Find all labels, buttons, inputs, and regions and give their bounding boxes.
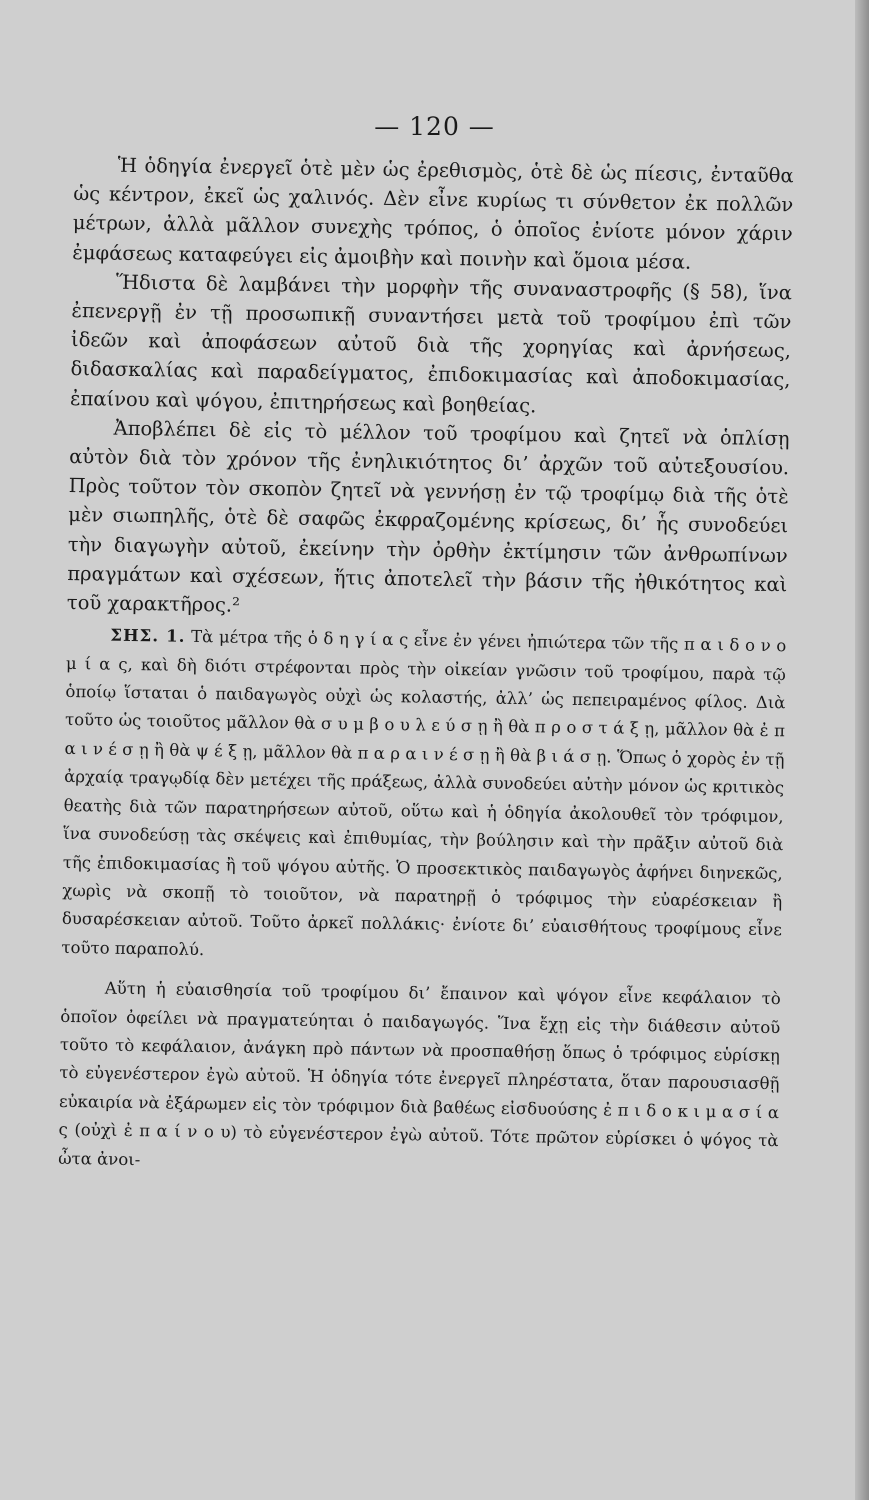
note-paragraph-2: Αὕτη ἡ εὐαισθησία τοῦ τροφίμου δι’ ἔπαινον καὶ ψόγον εἶνε κεφάλαιον τὸ ὁποῖον ὀφείλει νὰ πραγματεύηται ὁ παιδαγωγός. Ἵνα ἔχῃ εἰς τὴν διάθεσιν αὐτοῦ τοῦτο τὸ κεφάλαιον, ἀνάγκη πρὸ πάντων νὰ προσπαθήσῃ ὅπως ὁ τρόφιμος εὑρίσκῃ τὸ εὐγενέστερον ἐγὼ αὐτοῦ. Ἡ ὁδηγία τότε ἐνεργεῖ πληρέστατα, ὅταν παρουσιασθῇ εὐκαιρία νὰ ἐξάρωμεν εἰς τὸν τρόφιμον διὰ βαθέως εἰσδυούσης ἐ π ι δ ο κ ι μ α σ ί α ς (οὐχὶ ἐ π α ί ν ο υ) τὸ εὐγενέστερον ἐγὼ αὐτοῦ. Τότε πρῶτον εὑρίσκει ὁ ψόγος τὰ ὦτα ἀνοι- [58,978,781,1169]
paragraph-3: Ἀποβλέπει δὲ εἰς τὸ μέλλον τοῦ τροφίμου καὶ ζητεῖ νὰ ὁπλίσῃ αὐτὸν διὰ τὸν χρόνον τῆς ἐνηλικιότητος δι’ ἀρχῶν τοῦ αὐτεξουσίου. Πρὸς τοῦτον τὸν σκοπὸν ζητεῖ νὰ γεννήσῃ ἐν τῷ τροφίμῳ διὰ τῆς ὁτὲ μὲν σιωπηλῆς, ὁτὲ δὲ σαφῶς ἐκφραζομένης κρίσεως, δι’ ἧς συνοδεύει τὴν διαγωγὴν αὐτοῦ, ἐκείνην τὴν ὀρθὴν ἐκτίμησιν τῶν ἀνθρωπίνων πραγμάτων καὶ σχέσεων, ἥτις ἀποτελεῖ τὴν βάσιν τῆς ἠθικότητος καὶ τοῦ χαρακτῆρος.² [66,416,790,617]
page-number: — 120 — [374,112,495,141]
paragraph-1: Ἡ ὁδηγία ἐνεργεῖ ὁτὲ μὲν ὡς ἐρεθισμὸς, ὁτὲ δὲ ὡς πίεσις, ἐνταῦθα ὡς κέντρον, ἐκεῖ ὡς χαλινός. Δὲν εἶνε κυρίως τι σύνθετον ἐκ πολλῶν μέτρων, ἀλλὰ μᾶλλον συνεχὴς τρόπος, ὁ ὁποῖος ἐνίοτε μόνον χάριν ἐμφάσεως καταφεύγει εἰς ἀμοιβὴν καὶ ποινὴν καὶ ὅμοια μέσα. [72,153,794,274]
main-text-block [58,150,794,1184]
note-paragraph-1 [61,621,786,973]
note-paragraph-1-text: Τὰ μέτρα τῆς ὁ δ η γ ί α ς εἶνε ἐν γένει ἠπιώτερα τῶν τῆς π α ι δ ο ν ο μ ί α ς, καὶ δὴ διότι στρέφονται πρὸς τὴν οἰκείαν γνῶσιν τοῦ τροφίμου, παρὰ τῷ ὁποίῳ ἵσταται ὁ παιδαγωγὸς οὐχὶ ὡς κολαστής, ἀλλ’ ὡς πεπειραμένος φίλος. Διὰ τοῦτο ὡς τοιοῦτος μᾶλλον θὰ σ υ μ β ο υ λ ε ύ σ ῃ ἢ θὰ π ρ ο σ τ ά ξ ῃ, μᾶλλον θὰ ἐ π α ι ν έ σ ῃ ἢ θὰ ψ έ ξ ῃ, μᾶλλον θὰ π α ρ α ι ν έ σ ῃ ἢ θὰ β ι ά σ ῃ. Ὅπως ὁ χορὸς ἐν τῇ ἀρχαίᾳ τραγῳδίᾳ δὲν μετέχει τῆς πράξεως, ἀλλὰ συνοδεύει αὐτὴν μόνον ὡς κριτικὸς θεατὴς διὰ τῶν παρατηρήσεων αὐτοῦ, οὕτω καὶ ἡ ὁδηγία ἀκολουθεῖ τὸν τρόφιμον, ἵνα συνοδεύσῃ τὰς σκέψεις καὶ ἐπιθυμίας, τὴν βούλησιν καὶ τὴν πρᾶξιν αὐτοῦ διὰ τῆς ἐπιδοκιμασίας ἢ τοῦ ψόγου αὐτῆς. Ὁ προσεκτικὸς παιδαγωγὸς ἀφήνει διηνεκῶς, χωρὶς νὰ σκοπῇ τὸ τοιοῦτον, νὰ παρατηρῇ ὁ τρόφιμος τὴν εὐαρέσκειαν ἢ δυσαρέσκειαν αὐτοῦ. Τοῦτο ἀρκεῖ πολλάκις· ἐνίοτε δι’ εὐαισθήτους τροφίμους εἶνε τοῦτο παραπολύ. [61,627,787,959]
note-label: ΣΗΣ. 1. [110,625,186,647]
paragraph-2: Ἥδιστα δὲ λαμβάνει τὴν μορφὴν τῆς συναναστροφῆς (§ 58), ἵνα ἐπενεργῇ ἐν τῇ προσωπικῇ συναντήσει μετὰ τοῦ τροφίμου ἐπὶ τῶν ἰδεῶν καὶ ἀποφάσεων αὐτοῦ διὰ τῆς χορηγίας καὶ ἀρνήσεως, διδασκαλίας καὶ παραδείγματος, ἐπιδοκιμασίας καὶ ἀποδοκιμασίας, ἐπαίνου καὶ ψόγου, ἐπιτηρήσεως καὶ βοηθείας. [69,270,793,417]
page-spine-shadow [855,0,869,1500]
notes-section [58,621,787,1184]
